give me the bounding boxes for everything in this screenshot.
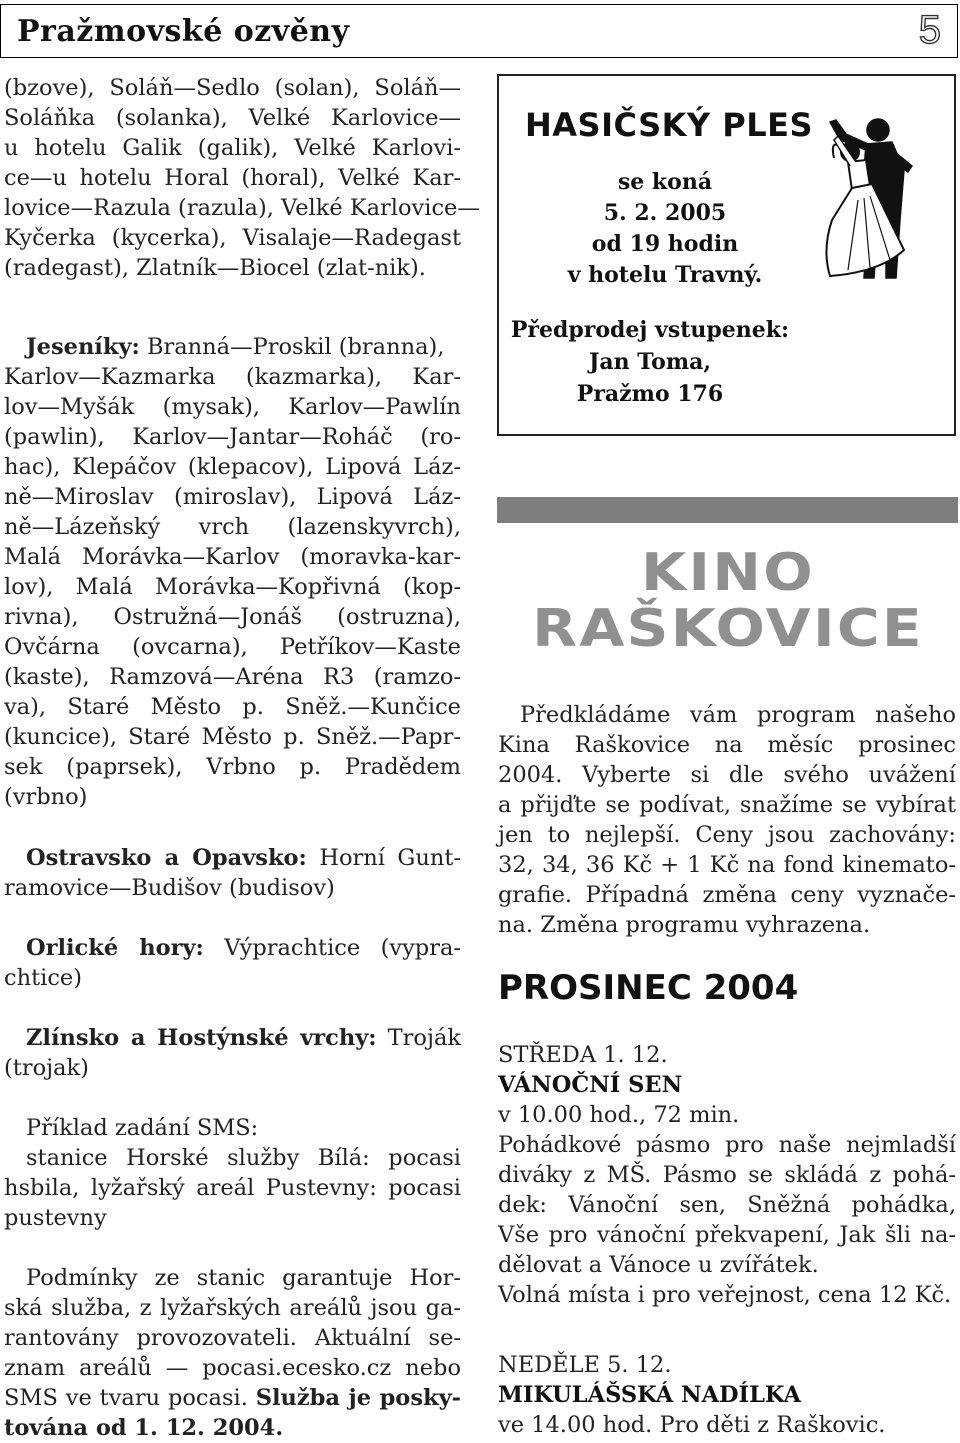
ples-time: od 19 hodin: [591, 231, 739, 257]
text-line: pustevny: [4, 1205, 107, 1231]
beskydy-paragraph: [4, 73, 480, 283]
text-line: Kyčerka (kycerka), Visalaje—Radegast: [4, 225, 461, 251]
dancing-couple-icon: [800, 100, 950, 290]
newsletter-title: Pražmovské ozvěny: [17, 14, 350, 49]
presale-name: Jan Toma,: [588, 349, 712, 375]
event-date: STŘEDA 1. 12.: [498, 1042, 668, 1068]
text-line: jen to nejlepší. Ceny jsou zachovány:: [498, 822, 956, 848]
text-line: a přijďte se podívat, snažíme se vybírat: [498, 792, 956, 818]
event-item: [498, 1040, 956, 1310]
jeseniky-paragraph: [4, 332, 461, 812]
text-line: Vše pro vánoční překvapení, Jak šli na-: [498, 1222, 956, 1248]
text-line: Orlické hory: Výprachtice (vypra-: [26, 935, 461, 961]
text-line: Malá Morávka—Karlov (moravka-kar-: [4, 544, 461, 570]
text-line: Příklad zadání SMS:: [26, 1115, 259, 1141]
text-line: Ostravsko a Opavsko: Horní Gunt-: [26, 845, 461, 871]
kino-heading-line: RAŠKOVICE: [532, 599, 924, 659]
text-line: rantovány provozovateli. Aktuální se-: [4, 1325, 461, 1351]
text-line: lov—Myšák (mysak), Karlov—Pawlín: [4, 394, 461, 420]
region-heading: Zlínsko a Hostýnské vrchy:: [26, 1025, 377, 1051]
region-heading: Jeseníky:: [26, 334, 140, 360]
text-line: Pohádkové pásmo pro naše nejmladší: [498, 1132, 956, 1158]
text-line: rivna), Ostružná—Jonáš (ostruzna),: [4, 604, 461, 630]
event-title: VÁNOČNÍ SEN: [498, 1072, 683, 1098]
text-line: Podmínky ze stanic garantuje Hor-: [26, 1265, 461, 1291]
kino-heading: [473, 545, 960, 657]
text-line: ce—u hotelu Horal (horal), Velké Kar-: [4, 165, 461, 191]
event-note: Volná místa i pro veřejnost, cena 12 Kč.: [498, 1282, 952, 1308]
text-line: (bzove), Soláň—Sedlo (solan), Soláň—: [4, 75, 461, 101]
section-divider-bar: [497, 497, 958, 523]
text-line: (trojak): [4, 1055, 89, 1081]
ples-details: [540, 167, 790, 291]
event-date: NEDĚLE 5. 12.: [498, 1352, 672, 1378]
text-line: chtice): [4, 965, 83, 991]
ples-line: se koná: [617, 169, 713, 195]
text-line: (kaste), Ramzová—Aréna R3 (ramzo-: [4, 664, 461, 690]
event-time: v 10.00 hod., 72 min.: [498, 1102, 740, 1128]
text-line: u hotelu Galik (galik), Velké Karlovi-: [4, 135, 461, 161]
text-line: (vrbno): [4, 784, 88, 810]
text-line: (radegast), Zlatník—Biocel (zlat-nik).: [4, 255, 426, 281]
ples-presale: [500, 314, 800, 410]
text-line: 32, 34, 36 Kč + 1 Kč na fond kinemato-: [498, 852, 956, 878]
text-line: (pawlin), Karlov—Jantar—Roháč (ro-: [4, 424, 461, 450]
text-line: ně—Miroslav (miroslav), Lipová Láz-: [4, 484, 461, 510]
region-heading: Ostravsko a Opavsko:: [26, 845, 307, 871]
ples-date: 5. 2. 2005: [603, 200, 727, 226]
zlinsko-paragraph: [4, 1023, 461, 1083]
orlicke-paragraph: [4, 933, 461, 993]
text-line: Předkládáme vám program našeho: [520, 702, 956, 728]
text-line: ská služba, z lyžařských areálů jsou ga-: [4, 1295, 461, 1321]
page-number: 5: [918, 8, 941, 52]
text-line: Soláňka (solanka), Velké Karlovice—: [4, 105, 461, 131]
text-line: va), Staré Město p. Sněž.—Kunčice: [4, 694, 461, 720]
text-line: stanice Horské služby Bílá: pocasi: [26, 1145, 461, 1171]
text-line: 2004. Vyberte si dle svého uvážení: [498, 762, 956, 788]
text-line: diváky z MŠ. Pásmo se skládá z pohá-: [498, 1162, 956, 1188]
text-line: Kina Raškovice na měsíc prosinec: [498, 732, 956, 758]
sms-paragraph: [4, 1113, 461, 1233]
ples-title: HASIČSKÝ PLES: [525, 106, 813, 144]
text-line: sek (paprsek), Vrbno p. Pradědem: [4, 754, 461, 780]
text-line: znam areálů — pocasi.ecesko.cz nebo: [4, 1355, 461, 1381]
conditions-paragraph: [4, 1263, 461, 1443]
month-heading: PROSINEC 2004: [498, 968, 799, 1008]
presale-address: Pražmo 176: [576, 381, 724, 407]
event-list: [498, 1040, 956, 1440]
text-line: hsbila, lyžařský areál Pustevny: pocasi: [4, 1175, 461, 1201]
text-line: dělovat a Vánoce u zvířátek.: [498, 1252, 819, 1278]
text-line: grafie. Případná změna ceny vyznače-: [498, 882, 956, 908]
text-line: hac), Klepáčov (klepacov), Lipová Láz-: [4, 454, 461, 480]
left-column: [4, 73, 480, 1443]
event-title: MIKULÁŠSKÁ NADÍLKA: [498, 1382, 802, 1408]
text-line: Ovčárna (ovcarna), Petříkov—Kaste: [4, 634, 461, 660]
text-line: Zlínsko a Hostýnské vrchy: Troják: [26, 1025, 461, 1051]
text-line: na. Změna programu vyhrazena.: [498, 912, 871, 938]
text-line: (kuncice), Staré Město p. Sněž.—Papr-: [4, 724, 461, 750]
ostravsko-paragraph: [4, 843, 461, 903]
event-item: [498, 1350, 956, 1440]
text-line: lovice—Razula (razula), Velké Karlovice—: [4, 195, 480, 221]
kino-intro: [498, 700, 956, 940]
region-heading: Orlické hory:: [26, 935, 204, 961]
event-time: ve 14.00 hod. Pro děti z Raškovic.: [498, 1412, 886, 1438]
text-line: ně—Lázeňský vrch (lazenskyvrch),: [4, 514, 461, 540]
text-line: Karlov—Kazmarka (kazmarka), Kar-: [4, 364, 461, 390]
text-line: lov), Malá Morávka—Kopřivná (kop-: [4, 574, 461, 600]
text-line: SMS ve tvaru pocasi. Služba je posky-: [4, 1385, 461, 1411]
text-line: dek: Vánoční sen, Sněžná pohádka,: [498, 1192, 956, 1218]
text-line: ramovice—Budišov (budisov): [4, 875, 335, 901]
text-line: Jeseníky: Branná—Proskil (branna),: [26, 334, 445, 360]
page-header: [0, 4, 958, 58]
kino-heading-line: KINO: [640, 543, 816, 603]
presale-label: Předprodej vstupenek:: [510, 317, 790, 343]
ples-venue: v hotelu Travný.: [567, 262, 763, 288]
text-line: tována od 1. 12. 2004.: [4, 1415, 284, 1441]
